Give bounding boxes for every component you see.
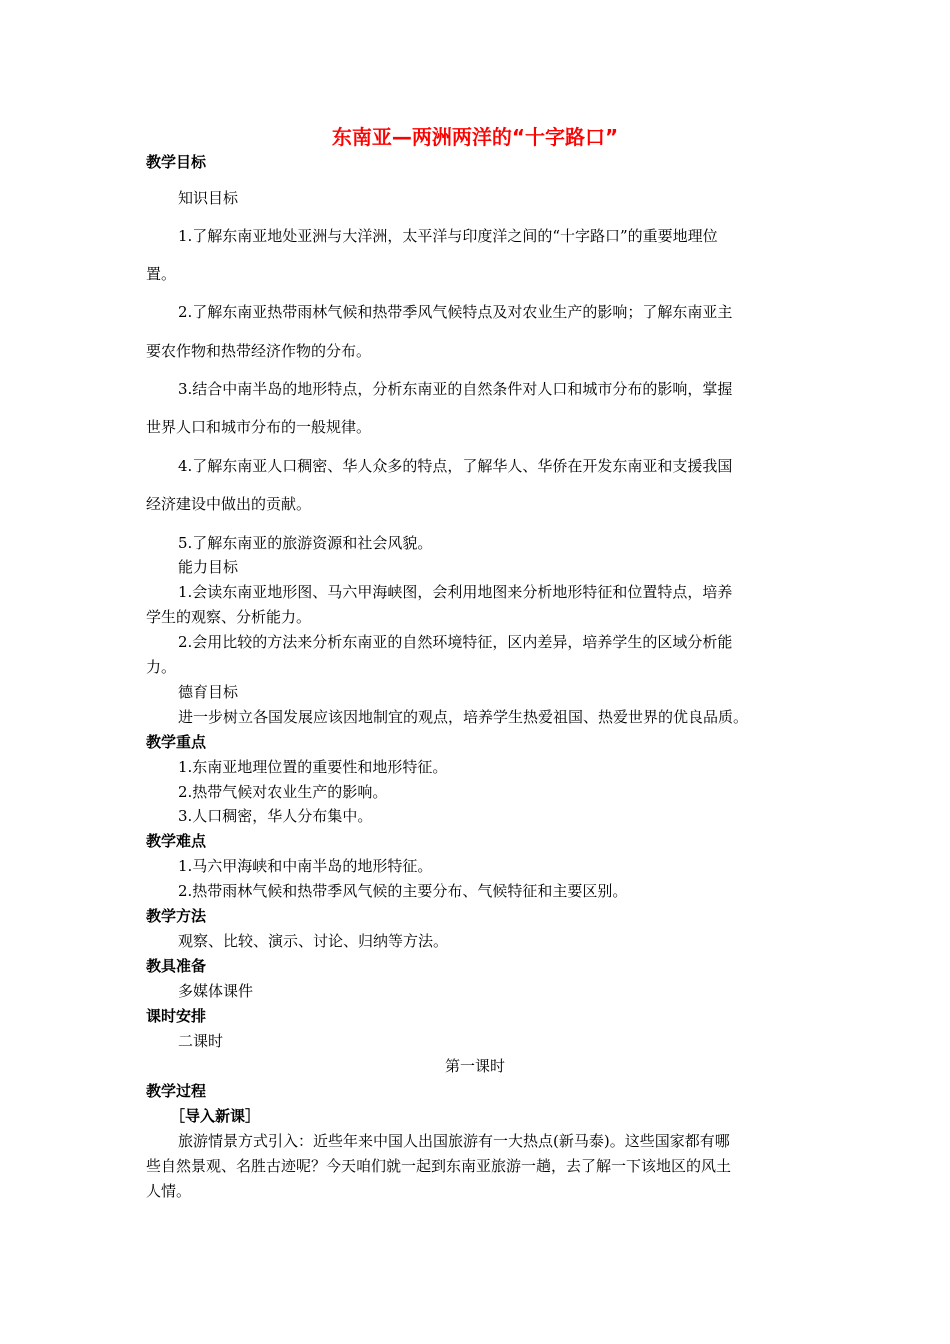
- tools-text: 多媒体课件: [178, 982, 254, 1000]
- process-heading: 教学过程: [146, 1082, 207, 1100]
- intro-text-line-3: 人情。: [146, 1182, 192, 1200]
- knowledge-goal-2-line-2: 要农作物和热带经济作物的分布。: [146, 342, 372, 360]
- moral-goals-label: 德育目标: [178, 683, 239, 701]
- ability-goals-label: 能力目标: [178, 558, 239, 576]
- intro-text-line-1: 旅游情景方式引入：近些年来中国人出国旅游有一大热点(新马泰)。这些国家都有哪: [178, 1132, 730, 1150]
- teaching-goals-heading: 教学目标: [146, 153, 207, 171]
- tools-heading: 教具准备: [146, 957, 207, 975]
- knowledge-goal-4-line-1: 4.了解东南亚人口稠密、华人众多的特点，了解华人、华侨在开发东南亚和支援我国: [178, 457, 733, 475]
- moral-goal-1: 进一步树立各国发展应该因地制宜的观点，培养学生热爱祖国、热爱世界的优良品质。: [178, 708, 749, 726]
- knowledge-goal-1-line-2: 置。: [146, 265, 177, 283]
- lesson-1-label: 第一课时: [444, 1057, 505, 1075]
- schedule-text: 二课时: [178, 1032, 224, 1050]
- intro-text-line-2: 些自然景观、名胜古迹呢？今天咱们就一起到东南亚旅游一趟，去了解一下该地区的风土: [146, 1157, 732, 1175]
- difficulty-2: 2.热带雨林气候和热带季风气候的主要分布、气候特征和主要区别。: [178, 882, 628, 900]
- schedule-heading: 课时安排: [146, 1007, 207, 1025]
- key-point-1: 1.东南亚地理位置的重要性和地形特征。: [178, 758, 448, 776]
- intro-label: ［导入新课］: [170, 1107, 261, 1125]
- ability-goal-2-line-2: 力。: [146, 658, 177, 676]
- difficulties-heading: 教学难点: [146, 832, 207, 850]
- key-point-3: 3.人口稠密，华人分布集中。: [178, 807, 373, 825]
- knowledge-goal-3-line-2: 世界人口和城市分布的一般规律。: [146, 418, 372, 436]
- ability-goal-1-line-2: 学生的观察、分析能力。: [146, 608, 312, 626]
- ability-goal-2-line-1: 2.会用比较的方法来分析东南亚的自然环境特征，区内差异，培养学生的区域分析能: [178, 633, 733, 651]
- document-title: 东南亚—两洲两洋的“十字路口”: [331, 125, 619, 149]
- methods-text: 观察、比较、演示、讨论、归纳等方法。: [178, 932, 449, 950]
- methods-heading: 教学方法: [146, 907, 207, 925]
- knowledge-goal-2-line-1: 2.了解东南亚热带雨林气候和热带季风气候特点及对农业生产的影响；了解东南亚主: [178, 303, 733, 321]
- knowledge-goals-label: 知识目标: [178, 189, 239, 207]
- knowledge-goal-5: 5.了解东南亚的旅游资源和社会风貌。: [178, 534, 433, 552]
- difficulty-1: 1.马六甲海峡和中南半岛的地形特征。: [178, 857, 433, 875]
- knowledge-goal-1-line-1: 1.了解东南亚地处亚洲与大洋洲，太平洋与印度洋之间的“十字路口”的重要地理位: [178, 227, 718, 245]
- key-point-2: 2.热带气候对农业生产的影响。: [178, 783, 388, 801]
- ability-goal-1-line-1: 1.会读东南亚地形图、马六甲海峡图，会利用地图来分析地形特征和位置特点，培养: [178, 583, 733, 601]
- knowledge-goal-4-line-2: 经济建设中做出的贡献。: [146, 495, 312, 513]
- key-points-heading: 教学重点: [146, 733, 207, 751]
- knowledge-goal-3-line-1: 3.结合中南半岛的地形特点，分析东南亚的自然条件对人口和城市分布的影响，掌握: [178, 380, 733, 398]
